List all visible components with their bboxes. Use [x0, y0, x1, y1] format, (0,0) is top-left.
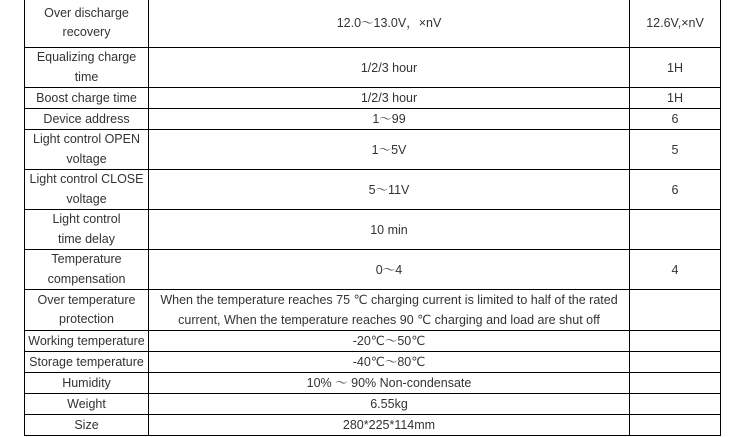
default-cell: 6 [630, 170, 721, 210]
specification-table [24, 0, 721, 436]
param-cell: Weight [25, 394, 149, 415]
table-row [25, 0, 721, 48]
default-cell [630, 210, 721, 250]
param-cell [25, 0, 149, 48]
table-row [25, 394, 721, 415]
range-cell: -20℃～50℃ [149, 331, 630, 352]
range-cell: 1～99 [149, 109, 630, 130]
param-label: Over discharge [44, 5, 129, 20]
range-cell: 280*225*114mm [149, 415, 630, 436]
param-label: time delay [58, 231, 115, 246]
param-label: Temperature [51, 252, 122, 266]
default-cell [630, 290, 721, 331]
default-cell: 1H [630, 48, 721, 88]
param-cell: Working temperature [25, 331, 149, 352]
table-row [25, 88, 721, 109]
default-cell: 5 [630, 130, 721, 170]
table-row [25, 210, 721, 250]
param-cell: Size [25, 415, 149, 436]
table-row [25, 331, 721, 352]
param-label: protection [59, 312, 114, 326]
range-cell: 10 min [149, 210, 630, 250]
param-cell [25, 48, 149, 88]
table-row [25, 290, 721, 331]
default-cell [630, 352, 721, 373]
range-cell: 12.0～13.0V，×nV [149, 0, 630, 48]
param-label: Equalizing charge [36, 50, 137, 64]
param-label: voltage [66, 191, 107, 206]
param-label: compensation [47, 271, 126, 286]
range-cell [149, 290, 630, 331]
range-line: current, When the temperature reaches 90 ℃ charging and load are shut off [178, 313, 600, 327]
default-cell: 4 [630, 250, 721, 290]
range-cell: -40℃～80℃ [149, 352, 630, 373]
default-cell: 12.6V,×nV [630, 0, 721, 48]
param-cell [25, 290, 149, 331]
range-cell: 0～4 [149, 250, 630, 290]
range-cell: 6.55kg [149, 394, 630, 415]
default-cell: 1H [630, 88, 721, 109]
table-row [25, 250, 721, 290]
table-row [25, 109, 721, 130]
param-cell [25, 170, 149, 210]
param-label: time [74, 69, 99, 84]
param-label: Over temperature [37, 292, 136, 307]
param-cell: Storage temperature [25, 352, 149, 373]
table-row [25, 352, 721, 373]
table-row [25, 373, 721, 394]
default-cell [630, 373, 721, 394]
param-cell: Device address [25, 109, 149, 130]
param-cell [25, 130, 149, 170]
param-cell: Humidity [25, 373, 149, 394]
param-cell [25, 210, 149, 250]
range-line: When the temperature reaches 75 ℃ charging current is limited to half of the rated [160, 293, 618, 307]
param-label: Light control CLOSE [29, 172, 144, 186]
table-row [25, 48, 721, 88]
range-cell: 1～5V [149, 130, 630, 170]
param-label: Light control [52, 212, 121, 226]
default-cell [630, 394, 721, 415]
param-label: Light control OPEN [33, 132, 140, 146]
default-cell: 6 [630, 109, 721, 130]
range-cell: 1/2/3 hour [149, 48, 630, 88]
table-row [25, 130, 721, 170]
table-row [25, 170, 721, 210]
param-label: recovery [62, 25, 111, 39]
range-cell: 5～11V [149, 170, 630, 210]
table-row [25, 415, 721, 436]
param-label: voltage [66, 151, 107, 166]
param-cell [25, 250, 149, 290]
range-cell: 1/2/3 hour [149, 88, 630, 109]
default-cell [630, 331, 721, 352]
range-cell: 10% ～ 90% Non-condensate [149, 373, 630, 394]
default-cell [630, 415, 721, 436]
param-cell: Boost charge time [25, 88, 149, 109]
